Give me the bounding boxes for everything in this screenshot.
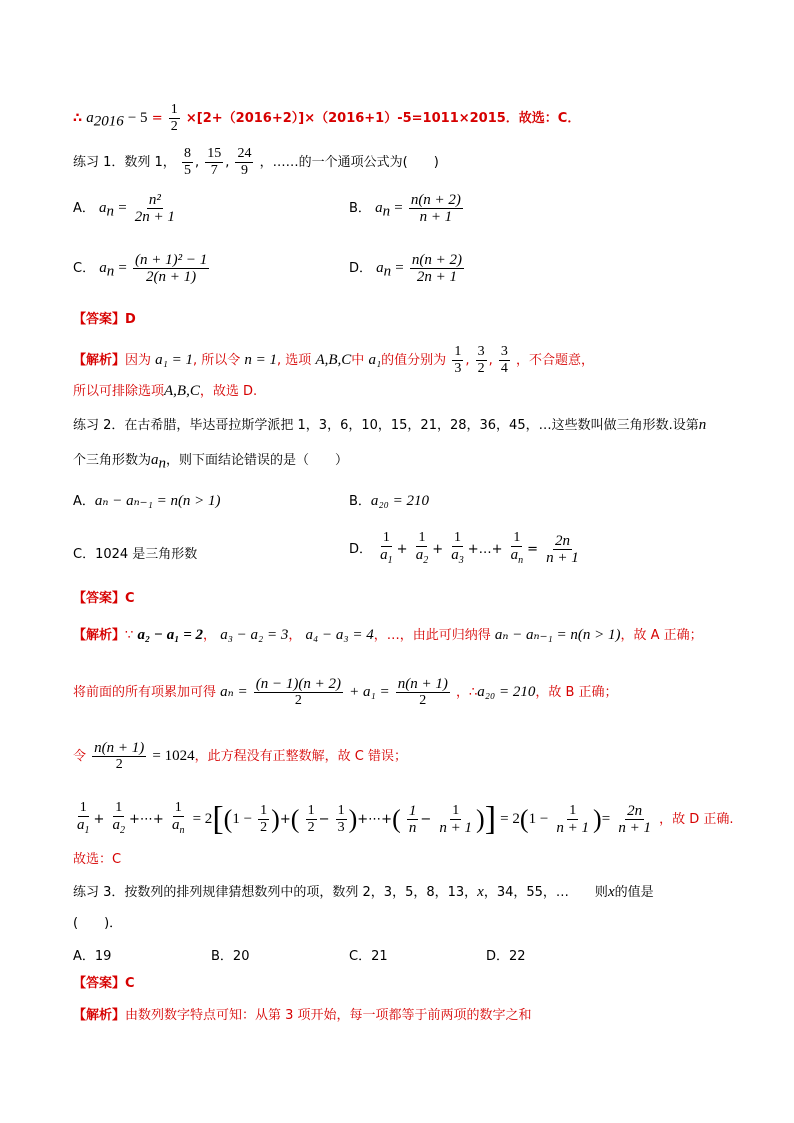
ex3-title-line1: 练习 3．按数列的排列规律猜想数列中的项，数列 2，3，5，8，13，x，34，55，… 则x的值是 [73, 884, 654, 900]
ex3-option-b: B．20 [211, 949, 250, 964]
ex3-answer: 【答案】C [73, 976, 135, 991]
ex2-option-a: A．aₙ − aₙ₋₁ = n(n > 1) [73, 493, 221, 509]
ex2-analysis-line1: 【解析】∵ a₂ − a₁ = 2， a₃ − a₂ = 3， a₄ − a₃ = 4，…，由此可归纳得 aₙ − aₙ₋₁ = n(n > 1)，故 A 正确； [73, 627, 703, 643]
ex2-title-line2: 个三角形数为$a_n$，则下面结论错误的是（ ） [73, 452, 349, 472]
ex2-title-line1: 练习 2．在古希腊，毕达哥拉斯学派把 1，3，6，10，15，21，28，36，45，…这些数叫做三角形数.设第n [73, 417, 707, 433]
ex1-title: 练习 1．数列 1， $\frac{8}{5}$ , $\frac{15}{7}$ , $\frac{24}{9}$ ，……的一个通项公式为( ) [73, 146, 439, 178]
math-minus5: − 5 [127, 110, 148, 126]
ex2-analysis-line3: 令 $\frac{n(n + 1)}{2}$ = 1024，此方程没有正整数解，故 C 错误； [73, 740, 407, 772]
ex1-analysis-line2: 所以可排除选项A,B,C，故选 D. [73, 383, 258, 399]
ex2-option-b: B．a₂₀ = 210 [349, 493, 429, 509]
ex2-answer: 【答案】C [73, 591, 135, 606]
ex3-option-a: A．19 [73, 949, 112, 964]
ex2-analysis-line2: 将前面的所有项累加可得 aₙ = $\frac{(n - 1)(n + 2)}{2}$ + a₁ = $\frac{n(n + 1)}{2}$ ，∴a₂₀ = 210，故 B 正确； [73, 676, 618, 708]
ex2-analysis-line4: $\frac{1}{a_1}$ + $\frac{1}{a_2}$ +⋯+ $\frac{1}{a_n}$ = 2[(1 − $\frac{1}{2}$ )+( $\frac{1}{2}$ − $\frac{1}{3}$ )+⋯+( $\frac{1}{n}$ − $\frac{1}{n + 1}$ )] = 2(1 − $\frac{1}{n + 1}$ )= $\frac{2n}{n + 1}$ ，故 D 正确. [77, 800, 734, 838]
ex2-option-d: D． $\frac{1}{a_1}$ + $\frac{1}{a_2}$ + $\frac{1}{a_3}$ +…+ $\frac{1}{a_n}$ = $\frac{2n}{n + 1}$ [349, 530, 579, 566]
ex1-analysis-line1: 【解析】因为 a₁ = 1, 所以令 n = 1, 选项 A,B,C中 a₁的值分别为 $\frac{1}{3}$ , $\frac{3}{2}$ , $\frac{3}{4}$ ，不合题意， [73, 344, 595, 376]
ex2-conclusion: 故选：C [73, 852, 122, 867]
half-fraction: $\frac{1}{2}$ [170, 102, 178, 134]
ex1-frac-1: $\frac{8}{5}$ [183, 146, 191, 178]
therefore-symbol: ∴ [73, 111, 83, 126]
equals-sign: = [151, 111, 163, 126]
ex3-option-d: D．22 [486, 949, 526, 964]
ex1-frac-3: $\frac{24}{9}$ [237, 146, 252, 178]
top-rest: ×[2+（2016+2）]×（2016+1）-5=1011×2015．故选：C． [185, 111, 581, 126]
top-solution-line [73, 102, 580, 135]
ex1-option-a: A． $a_n$ = $\frac{\text{n²}}{2n + 1}$ [73, 192, 175, 225]
ex1-option-c: C． $a_n$ = $\frac{\text{(n + 1)² − 1}}{2(n + 1)}$ [73, 252, 208, 285]
ex1-answer: 【答案】D [73, 312, 136, 327]
ex1-option-b: B． $a_n$ = $\frac{n(n + 2)}{n + 1}$ [349, 192, 461, 225]
ex3-title-line2: ( )． [73, 916, 123, 931]
ex1-option-d: D． $a_n$ = $\frac{n(n + 2)}{2n + 1}$ [349, 252, 463, 285]
ex2-option-c: C．1024 是三角形数 [73, 547, 198, 562]
math-a: a [86, 110, 94, 126]
math-sub: 2016 [93, 113, 124, 130]
ex3-option-c: C．21 [349, 949, 388, 964]
ex3-analysis: 【解析】由数列数字特点可知：从第 3 项开始，每一项都等于前两项的数字之和 [73, 1008, 532, 1023]
ex1-frac-2: $\frac{15}{7}$ [207, 146, 222, 178]
